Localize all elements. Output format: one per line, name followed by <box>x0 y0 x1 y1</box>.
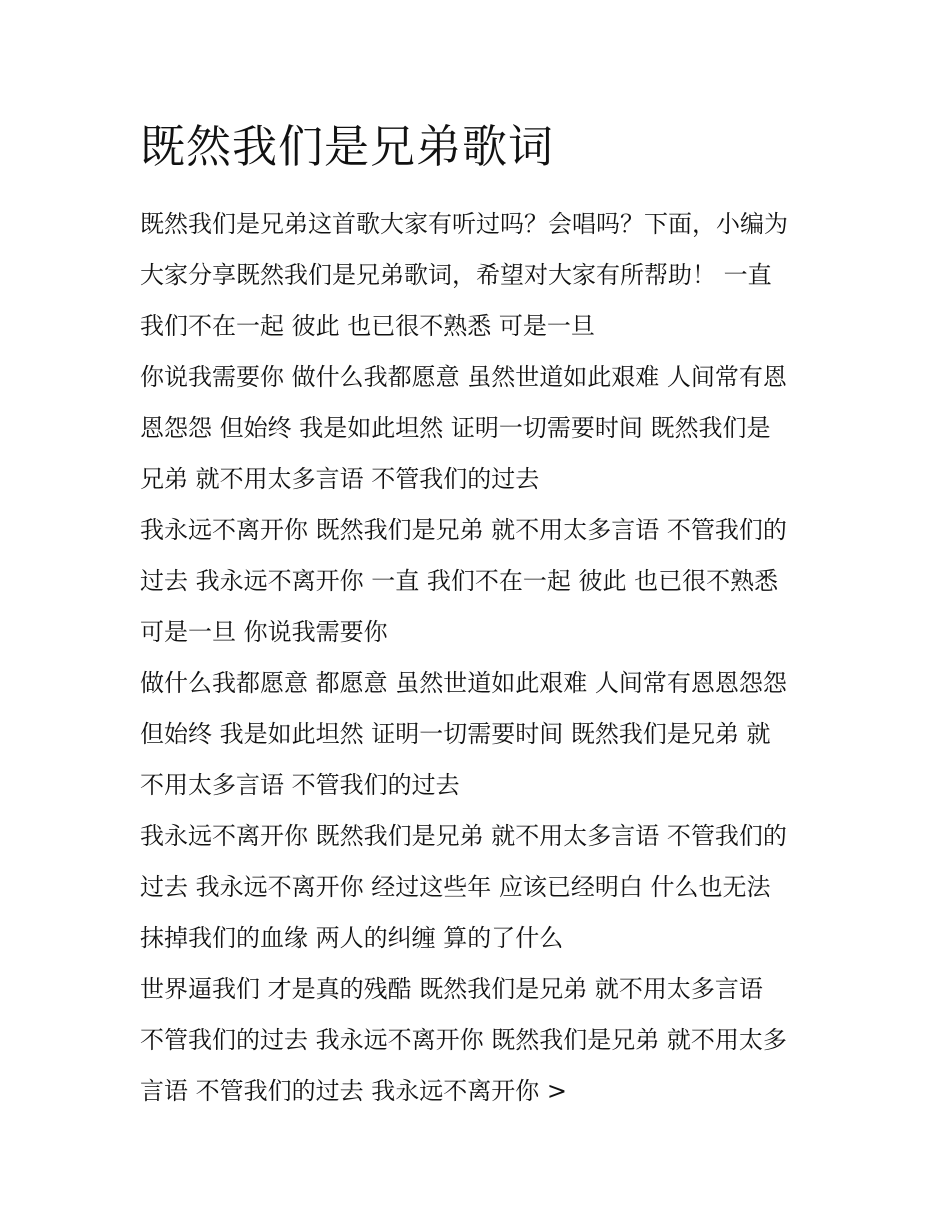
text-line: 做什么我都愿意 都愿意 虽然世道如此艰难 人间常有恩恩怨怨 <box>140 669 787 697</box>
text-line: 可是一旦 你说我需要你 <box>140 618 388 646</box>
text-line: 恩怨怨 但始终 我是如此坦然 证明一切需要时间 既然我们是 <box>140 414 771 442</box>
text-line: 你说我需要你 做什么我都愿意 虽然世道如此艰难 人间常有恩 <box>140 363 787 391</box>
text-line: 过去 我永远不离开你 经过这些年 应该已经明白 什么也无法 <box>140 873 771 901</box>
text-line: 大家分享既然我们是兄弟歌词，希望对大家有所帮助！ 一直 <box>140 261 772 289</box>
text-line: 不管我们的过去 我永远不离开你 既然我们是兄弟 就不用太多 <box>140 1026 787 1054</box>
text-line: 兄弟 就不用太多言语 不管我们的过去 <box>140 465 540 493</box>
text-line: 言语 不管我们的过去 我永远不离开你 > <box>140 1077 567 1105</box>
text-line: 我永远不离开你 既然我们是兄弟 就不用太多言语 不管我们的 <box>140 822 787 850</box>
page-title: 既然我们是兄弟歌词 <box>140 120 555 173</box>
text-line: 世界逼我们 才是真的残酷 既然我们是兄弟 就不用太多言语 <box>140 975 763 1003</box>
text-line: 不用太多言语 不管我们的过去 <box>140 771 460 799</box>
text-line: 既然我们是兄弟这首歌大家有听过吗？会唱吗？下面，小编为 <box>140 210 788 238</box>
text-line: 我永远不离开你 既然我们是兄弟 就不用太多言语 不管我们的 <box>140 516 787 544</box>
text-line: 但始终 我是如此坦然 证明一切需要时间 既然我们是兄弟 就 <box>140 720 771 748</box>
lyrics-body <box>140 199 840 1117</box>
text-line: 我们不在一起 彼此 也已很不熟悉 可是一旦 <box>140 312 595 340</box>
text-line: 抹掉我们的血缘 两人的纠缠 算的了什么 <box>140 924 564 952</box>
text-line: 过去 我永远不离开你 一直 我们不在一起 彼此 也已很不熟悉 <box>140 567 779 595</box>
